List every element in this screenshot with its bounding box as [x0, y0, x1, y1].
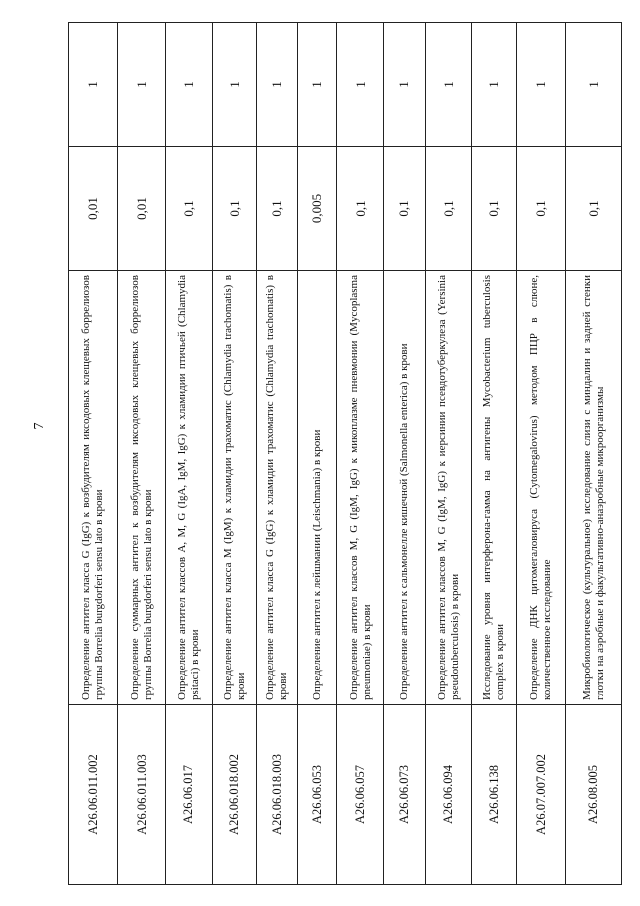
count-cell: 1	[533, 81, 549, 88]
page-number: 7	[32, 422, 47, 430]
service-name-cell	[566, 271, 621, 704]
service-code-cell: A26.06.138	[486, 764, 501, 825]
value-cell: 0,1	[352, 200, 368, 217]
service-name: Определение антител классов M, G (IgM, IgG) к микоплазме пневмонии (Mycoplasma pneumoniae) в крови	[347, 275, 373, 700]
value-cell: 0,1	[180, 200, 196, 217]
value-cell: 0,1	[533, 200, 549, 217]
row-name	[69, 271, 622, 705]
count-cell: 1	[85, 81, 100, 88]
services-table	[68, 22, 622, 885]
service-code-cell: A26.07.007.002	[533, 754, 548, 835]
service-code-cell: A26.08.005	[585, 764, 600, 825]
service-name-cell	[118, 271, 166, 704]
value-cell: 0,01	[133, 197, 149, 220]
service-name: Определение антител к лейшмании (Leischmania) в крови	[310, 429, 323, 700]
row-value	[69, 147, 622, 271]
service-name-cell	[298, 271, 336, 704]
service-code-cell: A26.06.011.003	[134, 754, 149, 835]
count-cell: 1	[133, 81, 149, 88]
service-name: Исследование уровня интерферона-гамма на антигены Mycobacterium tuberculosis complex в крови	[481, 275, 507, 700]
row-code	[69, 705, 622, 885]
service-name-cell	[166, 271, 211, 704]
service-code-cell: A26.06.018.002	[226, 754, 241, 835]
count-cell: 1	[180, 81, 196, 88]
service-name-cell	[213, 271, 256, 704]
count-cell: 1	[486, 81, 502, 88]
value-cell: 0,1	[396, 200, 412, 217]
service-code-cell: A26.06.094	[440, 764, 455, 825]
row-count	[69, 23, 622, 147]
service-name: Микробиологическое (культуральное) исследование слизи с миндалин и задней стенки глотки на аэробные и факультативно-анаэробные микроорганизмы	[580, 275, 606, 700]
service-name-cell	[472, 271, 516, 704]
count-cell: 1	[226, 81, 242, 88]
service-code-cell: A26.06.018.003	[269, 754, 284, 835]
service-name: Определение антител к сальмонелле кишечной (Salmonella enterica) в крови	[398, 343, 411, 700]
value-cell: 0,005	[308, 193, 324, 224]
service-code-cell: A26.06.017	[181, 764, 196, 825]
value-cell: 0,01	[85, 197, 100, 220]
service-name-cell	[257, 271, 297, 704]
count-cell: 1	[396, 81, 412, 88]
service-name-cell	[69, 271, 117, 704]
count-cell: 1	[268, 81, 284, 88]
service-name: Определение антител класса G (IgG) к хламидии трахоматис (Chlamydia trachomatis) в крови	[263, 275, 289, 700]
value-cell: 0,1	[268, 200, 284, 217]
service-name-cell	[517, 271, 565, 704]
service-name: Определение антител классов A, M, G (IgA, IgM, IgG) к хламидии птичьей (Chlamydia psitaci) в крови	[176, 275, 201, 700]
count-cell: 1	[352, 81, 368, 88]
service-name: Определение антител классов M, G (IgM, IgG) к иерсинии псевдотуберкулеза (Yersinia pseudotuberculosis) в крови	[435, 275, 461, 700]
service-code-cell: A26.06.057	[352, 764, 367, 825]
service-name: Определение антител класса M (IgM) к хламидии трахоматис (Chlamydia trachomatis) в крови	[221, 275, 247, 700]
service-name-cell	[337, 271, 384, 704]
service-name: Определение ДНК цитомегаловируса (Cytomegalovirus) методом ПЦР в слюне, количественное исследование	[528, 275, 554, 700]
service-code-cell: A26.06.011.002	[85, 754, 100, 835]
value-cell: 0,1	[226, 200, 242, 217]
service-name-cell	[384, 271, 424, 704]
count-cell: 1	[308, 81, 324, 88]
value-cell: 0,1	[440, 200, 456, 217]
service-code-cell: A26.06.073	[396, 764, 411, 825]
service-code-cell: A26.06.053	[309, 764, 324, 825]
count-cell: 1	[585, 81, 601, 88]
value-cell: 0,1	[486, 200, 502, 217]
value-cell: 0,1	[585, 200, 601, 217]
service-name: Определение антител класса G (IgG) к возбудителям иксодовых клещевых боррелиозов группы Borrelia burgdorferi sensu lato в крови	[80, 275, 105, 700]
service-name-cell	[426, 271, 471, 704]
count-cell: 1	[440, 81, 456, 88]
service-name: Определение суммарных антител к возбудителям иксодовых клещевых боррелиозов группы Borrelia burgdorferi sensu lato в крови	[129, 275, 154, 700]
